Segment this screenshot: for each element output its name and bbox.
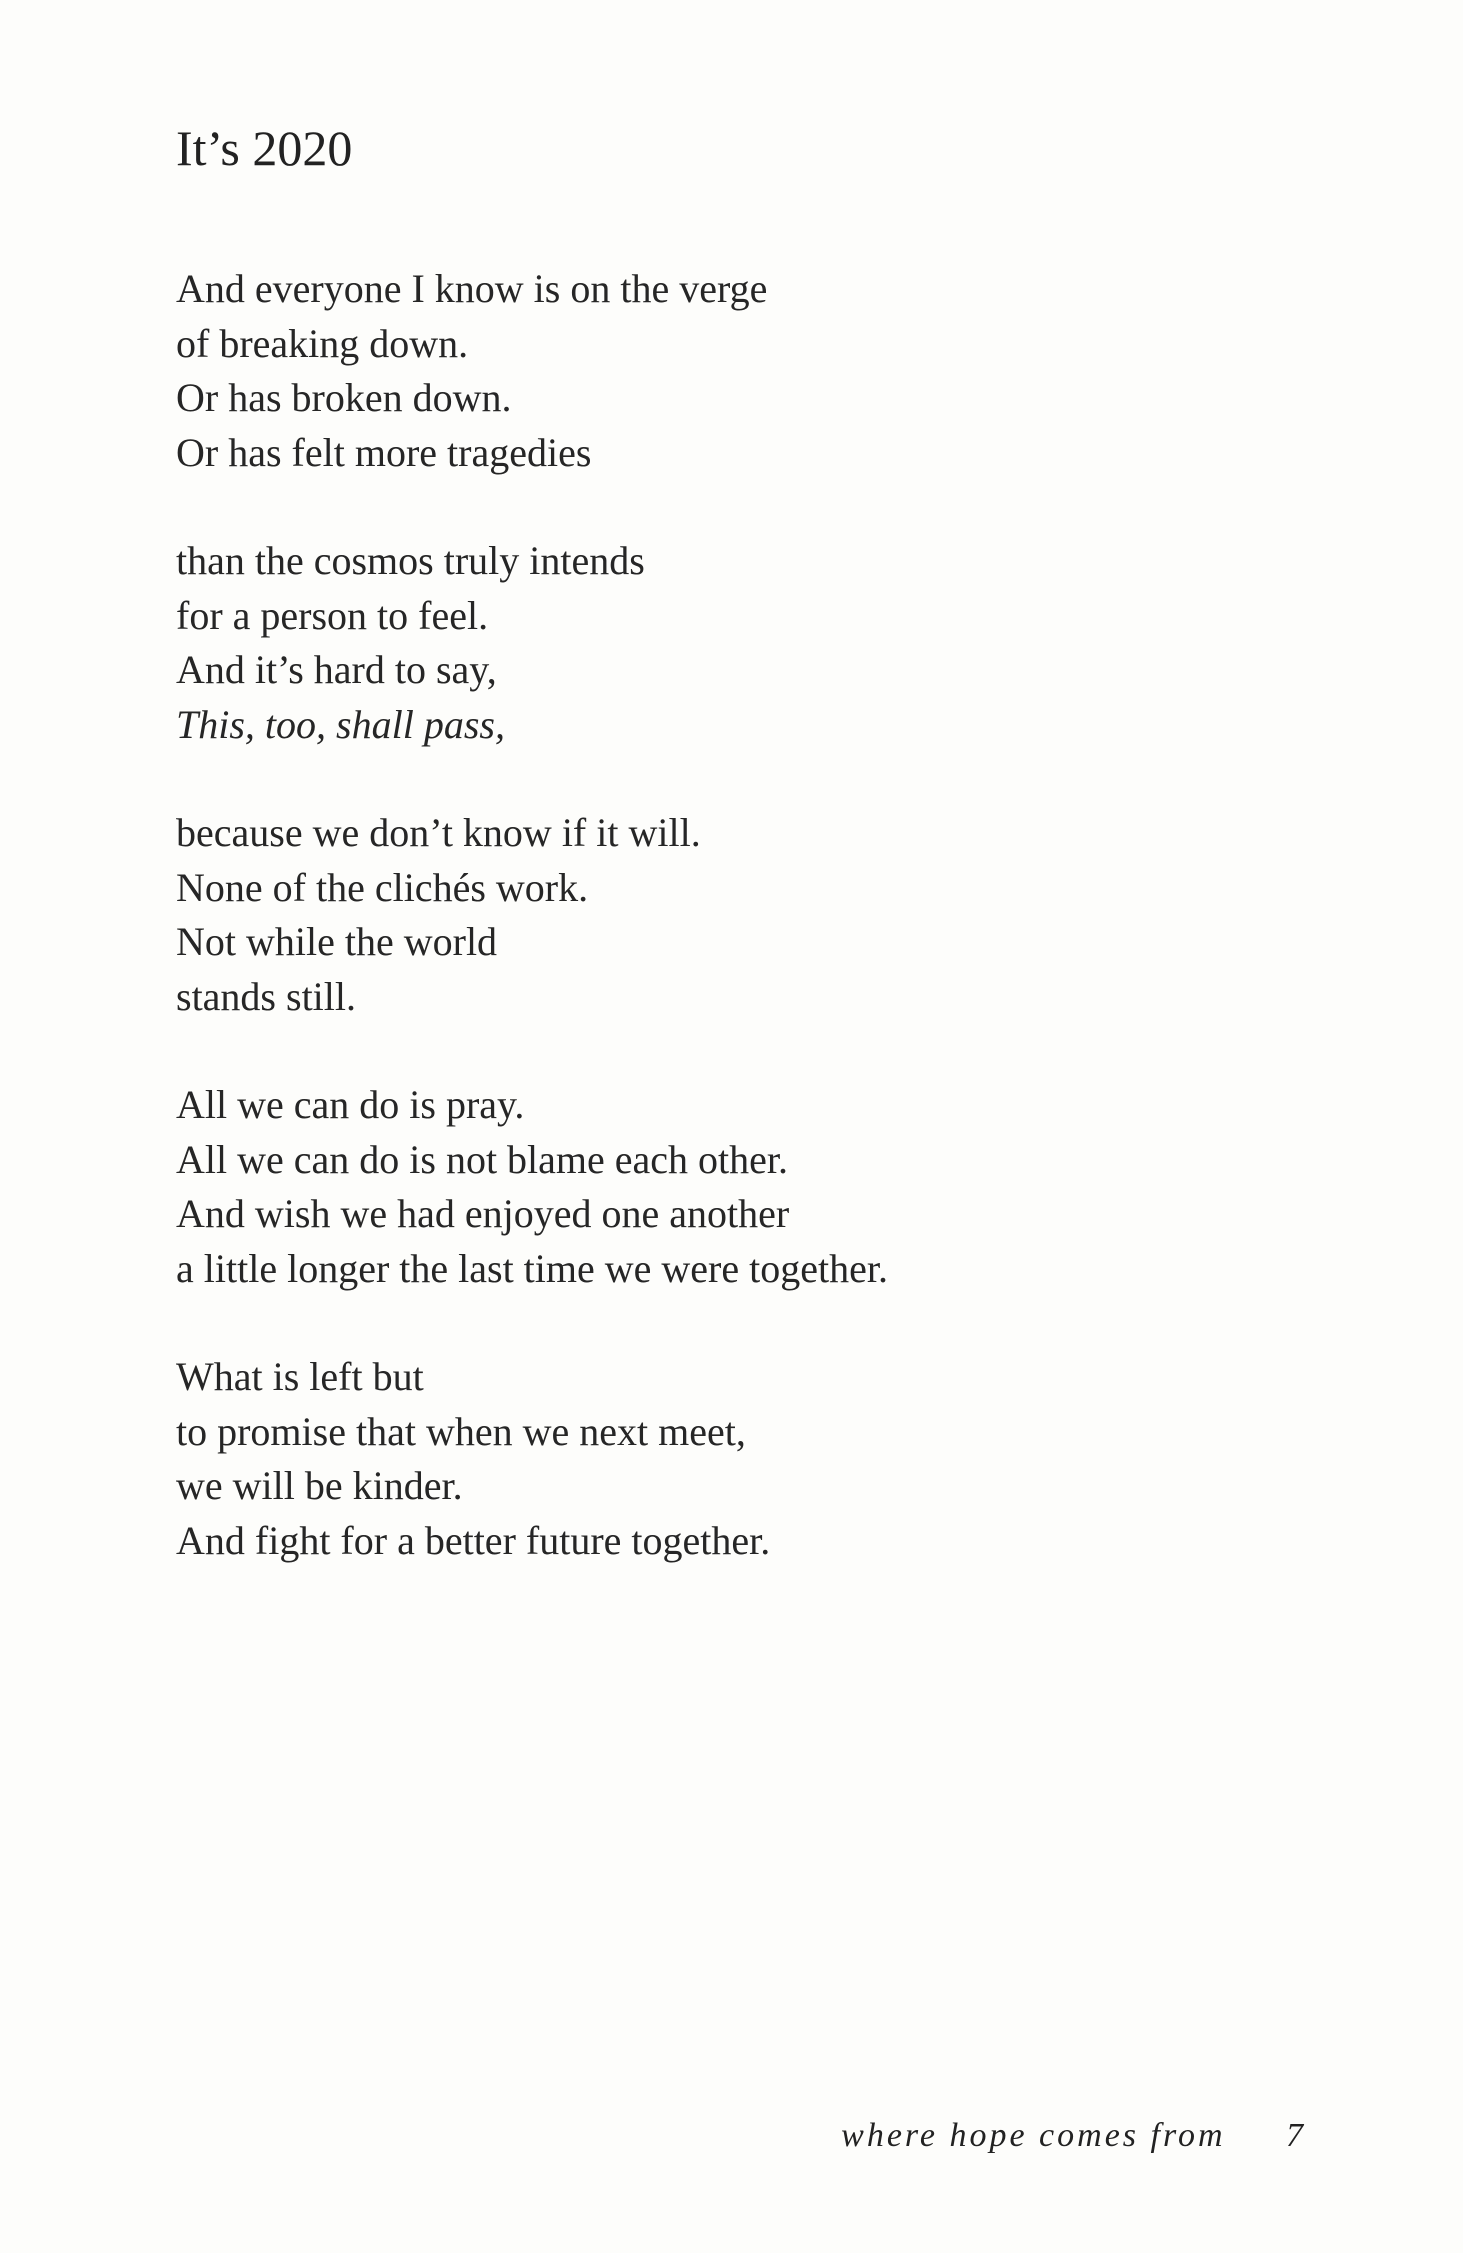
- poem-line: because we don’t know if it will.: [176, 810, 701, 855]
- poem-line: And everyone I know is on the verge: [176, 266, 768, 311]
- stanza-2: [176, 534, 1326, 752]
- stanza-4: [176, 1078, 1326, 1296]
- poem-line: than the cosmos truly intends: [176, 538, 645, 583]
- poem-line: we will be kinder.: [176, 1463, 463, 1508]
- poem-line: Or has felt more tragedies: [176, 429, 592, 475]
- poem-line: stands still.: [176, 973, 357, 1019]
- poem-title: It’s 2020: [176, 120, 353, 176]
- poem-line: Not while the world: [176, 919, 498, 964]
- stanza-1: [176, 262, 1326, 480]
- poem-line: for a person to feel.: [176, 592, 489, 638]
- running-title: where hope comes from: [841, 2117, 1226, 2154]
- poem-line: And wish we had enjoyed one another: [176, 1191, 790, 1236]
- poem-line: What is left but: [176, 1354, 424, 1399]
- poem-line: Or has broken down.: [176, 375, 512, 420]
- page-number: 7: [1286, 2117, 1303, 2154]
- poem-line: And it’s hard to say,: [176, 647, 497, 692]
- poem-line: of breaking down.: [176, 320, 469, 366]
- page-footer: [841, 2116, 1303, 2156]
- poem-line: All we can do is pray.: [176, 1082, 525, 1127]
- stanza-5: [176, 1350, 1326, 1568]
- stanza-3: [176, 806, 1326, 1024]
- poem-line: And fight for a better future together.: [176, 1517, 771, 1563]
- poem-line: All we can do is not blame each other.: [176, 1136, 789, 1182]
- poem-body: [176, 262, 1326, 1622]
- poem-line: to promise that when we next meet,: [176, 1408, 746, 1454]
- poem-line: a little longer the last time we were together.: [176, 1245, 888, 1291]
- poem-line-italic: This, too, shall pass,: [176, 701, 505, 747]
- poem-line: None of the clichés work.: [176, 864, 589, 910]
